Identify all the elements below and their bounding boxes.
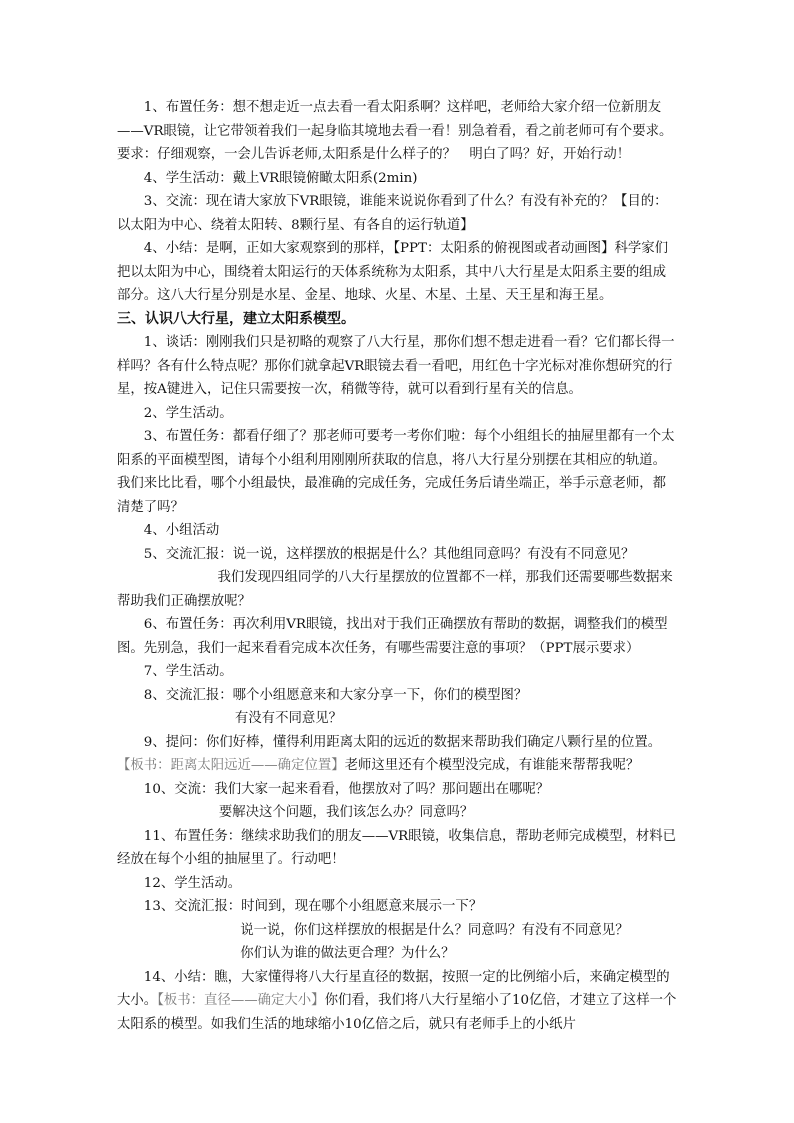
- summary-14-text: 14、小结：瞧，大家懂得将八大行星直径的数据，按照一定的比例缩小后，来确定模型的大小。: [117, 969, 670, 1008]
- paragraph-report-13-cont-2: 你们认为谁的做法更合理？为什么？: [240, 946, 455, 961]
- paragraph-activity-7: 7、学生活动。: [143, 664, 233, 679]
- document-page: [117, 96, 677, 1036]
- paragraph-report-5-cont: 我们发现四组同学的八大行星摆放的位置都不一样，那我们还需要哪些数据来帮助我们正确摆放呢？: [117, 570, 673, 609]
- paragraph-report-8: 8、交流汇报：哪个小组愿意来和大家分享一下，你们的模型图？: [143, 687, 528, 703]
- paragraph-group-4: 4、小组活动: [143, 523, 220, 538]
- paragraph-exchange-10-cont: 要解决这个问题，我们该怎么办？同意吗？: [218, 805, 474, 820]
- paragraph-talk-1: 1、谈话：刚刚我们只是初略的观察了八大行星，那你们想不想走进看一看？它们都长得一样吗？各有什么特点呢？那你们就拿起VR眼镜去看一看吧，用红色十字光标对准你想研究的行星，按A键进入，记住只需要按一次，稍微等待，就可以看到行星有关的信息。: [117, 335, 675, 397]
- paragraph-summary-4: 4、小结：是啊，正如大家观察到的那样，【PPT：太阳系的俯视图或者动画图】科学家们把以太阳为中心，围绕着太阳运行的天体系统称为太阳系，其中八大行星是太阳系主要的组成部分。这八大行星分别是水星、金星、地球、火星、木星、土星、天王星和海王星。: [117, 241, 669, 303]
- paragraph-task-11: 11、布置任务：继续求助我们的朋友——VR眼镜，收集信息，帮助老师完成模型，材料已经放在每个小组的抽屉里了。行动吧！: [117, 828, 677, 867]
- paragraph-activity-2: 2、学生活动。: [143, 405, 233, 421]
- board-note-position: 【板书：距离太阳远近——确定位置】: [117, 758, 345, 773]
- summary-14-tail: 你们看，我们将八大行星缩小了10亿倍，才建立了这样一个太阳系的模型。如我们生活的地球缩小10亿倍之后，就只有老师手上的小纸片: [117, 993, 677, 1032]
- paragraph-exchange-3: 3、交流：现在请大家放下VR眼镜，谁能来说说你看到了什么？有没有补充的？【目的：以太阳为中心、绕着太阳转、8颗行星、有各自的运行轨道】: [117, 194, 668, 233]
- paragraph-task-6: 6、布置任务：再次利用VR眼镜，找出对于我们正确摆放有帮助的数据，调整我们的模型图。先别急，我们一起来看看完成本次任务，有哪些需要注意的事项？（PPT展示要求）: [117, 617, 668, 656]
- paragraph-exchange-10: 10、交流：我们大家一起来看看，他摆放对了吗？那问题出在哪呢？: [143, 781, 550, 797]
- paragraph-task-3: 3、布置任务：都看仔细了？那老师可要考一考你们啦：每个小组组长的抽屉里都有一个太阳系的平面模型图，请每个小组利用刚刚所获取的信息，将八大行星分别摆在其相应的轨道。我们来比比看，哪个小组最快，最准确的完成任务，完成任务后请坐端正，举手示意老师，都清楚了吗？: [117, 429, 675, 515]
- paragraph-question-9: [117, 731, 677, 778]
- question-9-tail: 老师这里还有个模型没完成，有谁能来帮帮我呢？: [344, 758, 640, 773]
- paragraph-task-1: 1、布置任务：想不想走近一点去看一看太阳系啊？这样吧，老师给大家介绍一位新朋友——VR眼镜，让它带领着我们一起身临其境地去看一看！别急着看，看之前老师可有个要求。要求：仔细观察，一会儿告诉老师,太阳系是什么样子的？ 明白了吗？好，开始行动！: [117, 100, 673, 162]
- board-note-size: 【板书：直径——确定大小】: [157, 993, 325, 1008]
- section-heading: 三、认识八大行星，建立太阳系模型。: [117, 310, 355, 327]
- paragraph-activity-12: 12、学生活动。: [143, 875, 242, 891]
- paragraph-report-13: 13、交流汇报：时间到，现在哪个小组愿意来展示一下？: [143, 899, 483, 914]
- paragraph-activity-4: 4、学生活动：戴上VR眼镜俯瞰太阳系(2min): [143, 170, 418, 186]
- paragraph-report-5: 5、交流汇报：说一说，这样摆放的根据是什么？其他组同意吗？有没有不同意见？: [143, 546, 635, 562]
- paragraph-summary-14: [117, 966, 677, 1037]
- paragraph-report-13-cont-1: 说一说，你们这样摆放的根据是什么？同意吗？有没有不同意见？: [240, 922, 629, 938]
- question-9-text: 9、提问：你们好棒，懂得利用距离太阳的远近的数据来帮助我们确定八颗行星的位置。: [143, 734, 662, 750]
- paragraph-report-8-cont: 有没有不同意见？: [234, 711, 343, 726]
